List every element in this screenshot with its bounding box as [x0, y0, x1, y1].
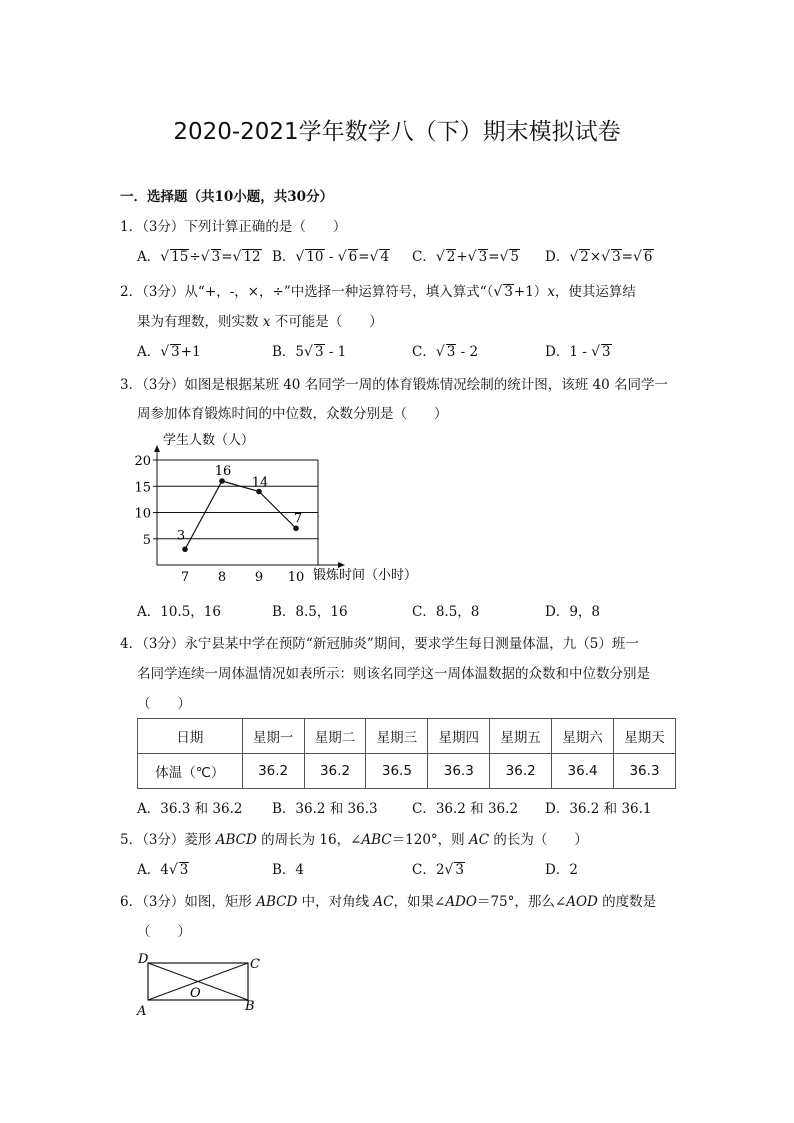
q4-stem-line2: 名同学连续一周体温情况如表所示：则该名同学这一周体温数据的众数和中位数分别是: [137, 666, 650, 682]
page-title: 2020-2021学年数学八（下）期末模拟试卷: [173, 119, 621, 145]
label-a: A: [137, 1004, 147, 1019]
rectangle-figure: [130, 948, 280, 1020]
temperature-table: [137, 718, 676, 789]
table-cell: 星期五: [490, 719, 552, 754]
q1-stem: 1．（3分）下列计算正确的是（ ）: [120, 219, 347, 235]
data-label: 14: [251, 475, 269, 491]
q4-stem-line3: （ ）: [137, 696, 191, 712]
table-header-row: [138, 719, 676, 754]
table-cell: 星期三: [366, 719, 428, 754]
q2-stem-line1: 2．（3分）从“+，-，×，÷”中选择一种运算符号，填入算式“（√ 3+1）x，使其运算结: [120, 284, 636, 300]
table-cell: 星期六: [552, 719, 614, 754]
line-chart: [125, 425, 445, 585]
sqrt-symbol: √: [160, 249, 170, 265]
x-tick-label: 9: [254, 570, 264, 585]
q4-stem-line1: 4．（3分）永宁县某中学在预防“新冠肺炎”期间，要求学生每日测量体温，九（5）班一: [120, 636, 639, 652]
data-label: 3: [176, 528, 186, 544]
q5-stem: 5．（3分）菱形 ABCD 的周长为 16，∠ABC＝120°，则 AC 的长为（ ）: [120, 832, 588, 848]
q3-option-d[interactable]: D．9，8: [545, 604, 601, 620]
table-cell: 体温（℃）: [138, 754, 243, 789]
x-tick-label: 7: [180, 570, 190, 585]
table-cell: 36.4: [552, 754, 614, 789]
label-o: O: [190, 986, 201, 1001]
table-cell: 日期: [138, 719, 243, 754]
q5-option-c[interactable]: C．2√ 3: [412, 862, 464, 878]
table-row: [138, 754, 676, 789]
table-cell: 星期一: [242, 719, 304, 754]
x-tick-label: 10: [287, 570, 305, 585]
data-label: 16: [214, 464, 232, 479]
table-cell: 36.3: [614, 754, 676, 789]
q4-option-a[interactable]: A．36.3 和 36.2: [137, 801, 243, 817]
q5-option-a[interactable]: A．4√ 3: [137, 862, 189, 878]
q4-option-d[interactable]: D．36.2 和 36.1: [545, 801, 652, 817]
q3-option-a[interactable]: A．10.5，16: [137, 604, 221, 620]
table-cell: 36.2: [242, 754, 304, 789]
q2-option-d[interactable]: D．1 - √ 3: [545, 344, 611, 360]
y-tick-label: 10: [134, 506, 151, 522]
data-label: 7: [293, 511, 303, 527]
y-tick-label: 20: [134, 454, 151, 469]
q2-stem-line2: 果为有理数，则实数 x 不可能是（ ）: [137, 314, 383, 330]
data-point: [182, 546, 188, 552]
x-tick-label: 8: [217, 570, 227, 585]
q2-option-c[interactable]: C．√ 3 - 2: [412, 344, 479, 360]
q3-stem-line1: 3．（3分）如图是根据某班 40 名同学一周的体育锻炼情况绘制的统计图，该班 40 名同学一: [120, 377, 668, 393]
data-point: [219, 478, 225, 484]
y-tick-label: 15: [134, 480, 151, 496]
y-axis-arrow: [154, 445, 160, 452]
label-c: C: [250, 957, 260, 972]
q5-option-d[interactable]: D．2: [545, 862, 578, 878]
q4-option-c[interactable]: C．36.2 和 36.2: [412, 801, 519, 817]
q6-stem-line1: 6．（3分）如图，矩形 ABCD 中，对角线 AC，如果∠ADO＝75°，那么∠AOD 的度数是: [120, 894, 657, 910]
q5-option-b[interactable]: B．4: [272, 862, 305, 878]
label-d: D: [138, 952, 149, 967]
data-point: [293, 525, 299, 531]
q1-option-b[interactable]: B．√ 10 - √ 6=√ 4: [272, 249, 390, 265]
q1-option-c[interactable]: C．√ 2+√ 3=√ 5: [412, 249, 520, 265]
table-cell: 星期天: [614, 719, 676, 754]
table-cell: 36.2: [490, 754, 552, 789]
chart-xlabel: 锻炼时间（小时）: [313, 568, 418, 583]
q4-option-b[interactable]: B．36.2 和 36.3: [272, 801, 378, 817]
q2-option-b[interactable]: B．5√ 3 - 1: [272, 344, 347, 360]
y-tick-label: 5: [142, 532, 151, 548]
label-b: B: [245, 999, 255, 1014]
q3-option-b[interactable]: B．8.5，16: [272, 604, 348, 620]
q1-option-a[interactable]: A．√ 15÷√ 3=√ 12: [137, 249, 261, 265]
table-cell: 36.2: [304, 754, 366, 789]
table-cell: 星期二: [304, 719, 366, 754]
chart-ylabel: 学生人数（人）: [163, 433, 255, 448]
table-cell: 星期四: [428, 719, 490, 754]
q3-option-c[interactable]: C．8.5，8: [412, 604, 480, 620]
q1-option-d[interactable]: D．√ 2×√ 3=√ 6: [545, 249, 653, 265]
q2-option-a[interactable]: A．√ 3+1: [137, 344, 201, 360]
section-heading: 一．选择题（共10小题，共30分）: [120, 189, 334, 205]
table-cell: 36.5: [366, 754, 428, 789]
q6-stem-line2: （ ）: [137, 924, 191, 940]
q3-stem-line2: 周参加体育锻炼时间的中位数，众数分别是（ ）: [137, 406, 448, 422]
table-cell: 36.3: [428, 754, 490, 789]
